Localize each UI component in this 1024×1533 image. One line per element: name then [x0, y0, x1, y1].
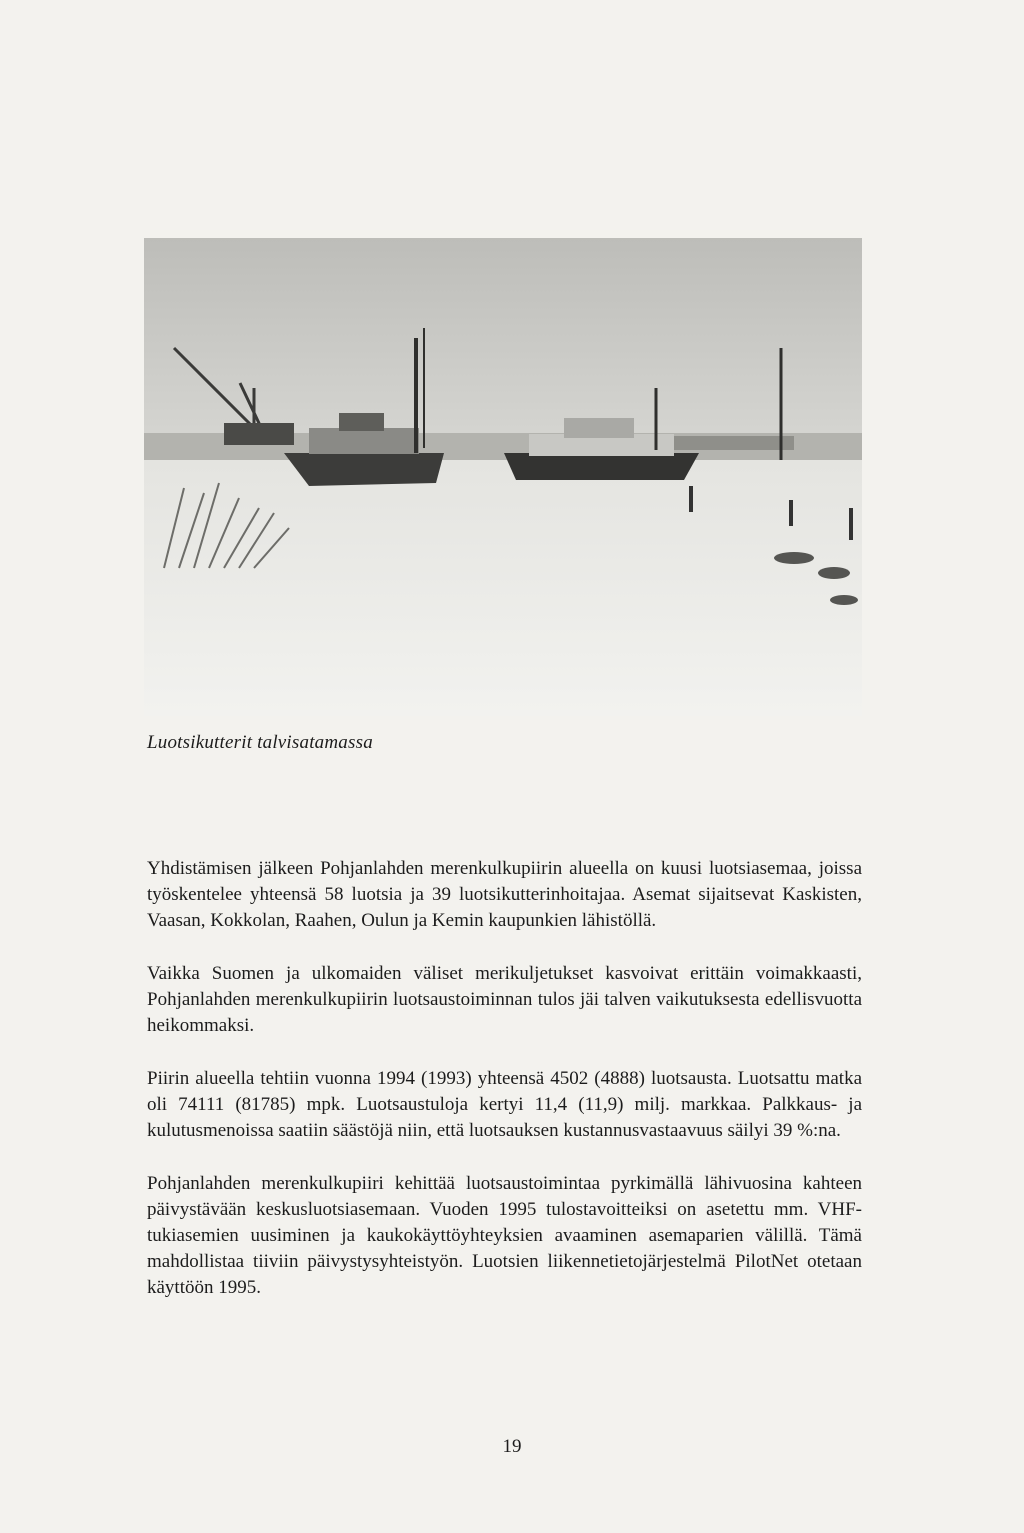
page-number: 19 [502, 1436, 522, 1457]
paragraph: Piirin alueella tehtiin vuonna 1994 (1993) yhteensä 4502 (4888) luotsausta. Luotsattu matka oli 74111 (81785) mpk. Luotsaustuloja kertyi 11,4 (11,9) milj. markkaa. Palkkaus- ja kulutusmenoissa saatiin säästöjä niin, että luotsauksen kustannusvastaavuus säilyi 39 %:na. [147, 1068, 862, 1141]
body-text [147, 856, 862, 1328]
paragraph: Pohjanlahden merenkulkupiiri kehittää luotsaustoimintaa pyrkimällä lähivuosina kahteen päivystävään keskusluotsiasemaan. Vuoden 1995 tulostavoitteiksi on asetettu mm. VHF-tukiasemien uusiminen ja kaukokäyttöyhteyksien avaaminen asemaparien välillä. Tämä mahdollistaa tiiviin päivystysyhteistyön. Luotsien liikennetietojärjestelmä PilotNet otetaan käyttöön 1995. [147, 1173, 862, 1298]
paragraph: Yhdistämisen jälkeen Pohjanlahden merenkulkupiirin alueella on kuusi luotsiasemaa, joissa työskentelee yhteensä 58 luotsia ja 39 luotsikutterinhoitajaa. Asemat sijaitsevat Kaskisten, Vaasan, Kokkolan, Raahen, Oulun ja Kemin kaupunkien lähistöllä. [147, 858, 862, 931]
paragraph: Vaikka Suomen ja ulkomaiden väliset merikuljetukset kasvoivat erittäin voimakkaasti, Pohjanlahden merenkulkupiirin luotsaustoiminnan tulos jäi talven vaikutuksesta edellisvuotta heikommaksi. [147, 963, 862, 1036]
photo-image [144, 238, 862, 716]
photo-caption: Luotsikutterit talvisatamassa [147, 732, 373, 753]
